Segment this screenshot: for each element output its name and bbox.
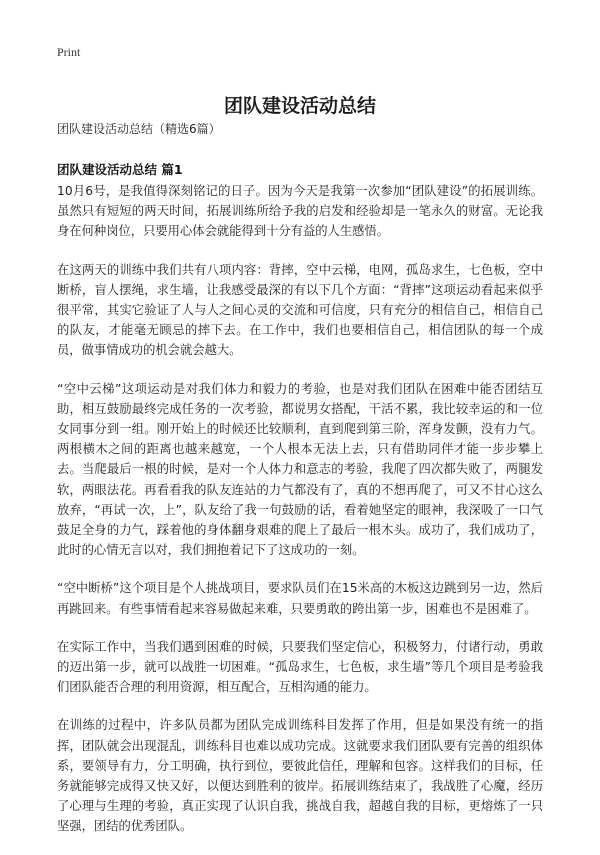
paragraph: “空中云梯”这项运动是对我们体力和毅力的考验，也是对我们团队在困难中能否团结互助，相互鼓励最终完成任务的一次考验，都说男女搭配，干活不累，我比较幸运的和一位女同事分到一组。刚开始上的时候还比较顺利，直到爬到第三阶，浑身发颤，没有力气。两根横木之间的距离也越来越宽，一个人根本无法上去，只有借助同伴才能一步步攀上去。当爬最后一根的时候，是对一个人体力和意志的考验，我爬了四次都失败了，两腿发软，两眼法花。再看看我的队友连站的力气都没有了，真的不想再爬了，可又不甘心这么放弃，“再试一次，上”，队友给了我一句鼓励的话，看着她坚定的眼神，我深吸了一口气鼓足全身的力气，踩着他的身体翻身艰难的爬上了最后一根木头。成功了，我们成功了，此时的心情无言以对，我们拥抱着记下了这成功的一刻。 [57,381,543,558]
paragraph: 10月6号，是我值得深刻铭记的日子。因为今天是我第一次参加“团队建设”的拓展训练。虽然只有短短的两天时间，拓展训练所给予我的启发和经验却是一笔永久的财富。无论我身在何种岗位，只要用心体会就能得到十分有益的人生感悟。 [57,184,543,239]
paragraph: 在实际工作中，当我们遇到困难的时候，只要我们坚定信心，积极努力，付诸行动，勇敢的迈出第一步，就可以战胜一切困难。“孤岛求生，七色板，求生墙”等几个项目是考验我们团队能否合理的利用资源，相互配合，互相沟通的能力。 [57,639,543,695]
paragraph: “空中断桥”这个项目是个人挑战项目，要求队员们在15米高的木板这边跳到另一边，然后再跳回来。有些事情看起来容易做起来难，只要勇敢的跨出第一步，困难也不是困难了。 [57,581,543,616]
document-subtitle: 团队建设活动总结（精选6篇） [57,122,221,136]
section-heading: 团队建设活动总结 篇1 [57,162,183,178]
paragraph: 在训练的过程中，许多队员都为团队完成训练科目发挥了作用，但是如果没有统一的指挥，团队就会出现混乱，训练科目也难以成功完成。这就要求我们团队要有完善的组织体系，要领导有力，分工明确，执行到位，要彼此信任，理解和包容。这样我们的目标，任务就能够完成得又快又好，以便达到胜利的彼岸。拓展训练结束了，我战胜了心魔，经历了心理与生理的考验，真正实现了认识自我，挑战自我，超越自我的目标，更熔炼了一只坚强，团结的优秀团队。 [57,718,543,834]
print-link[interactable]: Print [57,45,81,59]
page-title: 团队建设活动总结 [223,94,376,117]
article-body [57,181,543,855]
paragraph: 在这两天的训练中我们共有八项内容：背摔，空中云梯，电网，孤岛求生，七色板，空中断桥，盲人摆绳，求生墙，让我感受最深的有以下几个方面：“背摔”这项运动看起来似乎很平常，其实它验证了人与人之间心灵的交流和可信度，只有充分的相信自己，相信自己的队友，才能毫无顾忌的摔下去。在工作中，我们也要相信自己，相信团队的每一个成员，做事情成功的机会就会越大。 [57,262,543,358]
